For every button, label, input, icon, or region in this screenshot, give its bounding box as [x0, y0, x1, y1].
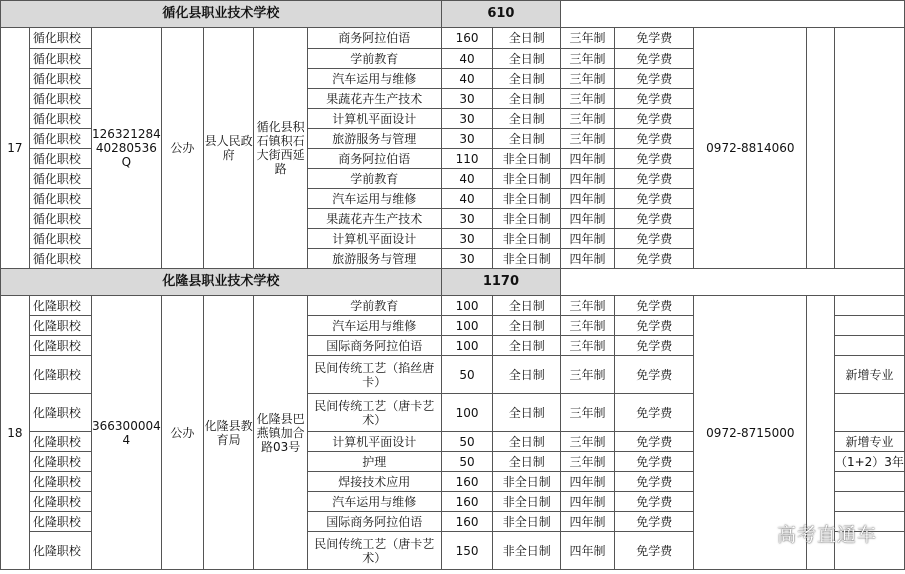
- school-abbr: 循化职校: [29, 69, 91, 89]
- school-abbr: 循化职校: [29, 109, 91, 129]
- remark: [834, 316, 904, 336]
- remark: [834, 336, 904, 356]
- study-mode: 非全日制: [493, 189, 561, 209]
- school-abbr: 循化职校: [29, 229, 91, 249]
- enroll-plan: 160: [441, 28, 493, 49]
- major-name: 汽车运用与维修: [307, 316, 441, 336]
- header-blank: [561, 1, 905, 28]
- school-address: 化隆县巴燕镇加合路03号: [254, 296, 308, 570]
- tuition-fee: 免学费: [614, 129, 694, 149]
- study-years: 四年制: [561, 492, 615, 512]
- study-mode: 全日制: [493, 28, 561, 49]
- enroll-plan: 100: [441, 296, 493, 316]
- school-abbr: 循化职校: [29, 149, 91, 169]
- study-mode: 非全日制: [493, 229, 561, 249]
- school-abbr: 化隆职校: [29, 432, 91, 452]
- school-abbr: 循化职校: [29, 49, 91, 69]
- major-name: 学前教育: [307, 296, 441, 316]
- study-years: 三年制: [561, 69, 615, 89]
- tuition-fee: 免学费: [614, 109, 694, 129]
- school-abbr: 化隆职校: [29, 532, 91, 570]
- contact-phone: 0972-8715000: [694, 296, 807, 570]
- school-total: 610: [441, 1, 560, 28]
- remark: [834, 492, 904, 512]
- school-address: 循化县积石镇积石大街西延路: [254, 28, 308, 269]
- enroll-plan: 50: [441, 356, 493, 394]
- enroll-plan: 110: [441, 149, 493, 169]
- major-name: 民间传统工艺（掐丝唐卡）: [307, 356, 441, 394]
- school-abbr: 循化职校: [29, 189, 91, 209]
- study-mode: 全日制: [493, 336, 561, 356]
- header-blank: [561, 269, 905, 296]
- study-mode: 全日制: [493, 49, 561, 69]
- tuition-fee: 免学费: [614, 532, 694, 570]
- seq-number: 18: [1, 296, 30, 570]
- tuition-fee: 免学费: [614, 356, 694, 394]
- school-abbr: 循化职校: [29, 169, 91, 189]
- major-name: 果蔬花卉生产技术: [307, 209, 441, 229]
- table-row: [1, 296, 905, 316]
- study-mode: 非全日制: [493, 209, 561, 229]
- supervisor: 县人民政府: [203, 28, 254, 269]
- enroll-plan: 50: [441, 452, 493, 472]
- study-mode: 全日制: [493, 89, 561, 109]
- school-abbr: 化隆职校: [29, 512, 91, 532]
- study-years: 三年制: [561, 129, 615, 149]
- enroll-plan: 160: [441, 492, 493, 512]
- enroll-plan: 30: [441, 249, 493, 269]
- school-code: 3663000044: [91, 296, 161, 570]
- study-mode: 全日制: [493, 356, 561, 394]
- tuition-fee: 免学费: [614, 249, 694, 269]
- study-years: 四年制: [561, 472, 615, 492]
- tuition-fee: 免学费: [614, 229, 694, 249]
- blank-col: [807, 28, 835, 269]
- enroll-plan: 30: [441, 129, 493, 149]
- school-header-row: [1, 269, 905, 296]
- study-mode: 非全日制: [493, 472, 561, 492]
- tuition-fee: 免学费: [614, 149, 694, 169]
- enroll-plan: 160: [441, 472, 493, 492]
- study-years: 四年制: [561, 512, 615, 532]
- tuition-fee: 免学费: [614, 316, 694, 336]
- school-abbr: 化隆职校: [29, 336, 91, 356]
- major-name: 国际商务阿拉伯语: [307, 512, 441, 532]
- study-years: 三年制: [561, 432, 615, 452]
- study-mode: 全日制: [493, 316, 561, 336]
- tuition-fee: 免学费: [614, 296, 694, 316]
- study-years: 三年制: [561, 296, 615, 316]
- school-name: 化隆县职业技术学校: [1, 269, 442, 296]
- study-years: 四年制: [561, 149, 615, 169]
- major-name: 计算机平面设计: [307, 229, 441, 249]
- school-abbr: 循化职校: [29, 89, 91, 109]
- school-abbr: 化隆职校: [29, 452, 91, 472]
- remark: （1+2）3年: [834, 452, 904, 472]
- enroll-plan: 30: [441, 209, 493, 229]
- tuition-fee: 免学费: [614, 394, 694, 432]
- major-name: 护理: [307, 452, 441, 472]
- major-name: 焊接技术应用: [307, 472, 441, 492]
- study-mode: 全日制: [493, 109, 561, 129]
- study-mode: 全日制: [493, 296, 561, 316]
- study-years: 三年制: [561, 356, 615, 394]
- study-years: 三年制: [561, 49, 615, 69]
- tuition-fee: 免学费: [614, 28, 694, 49]
- tuition-fee: 免学费: [614, 49, 694, 69]
- tuition-fee: 免学费: [614, 492, 694, 512]
- enroll-plan: 100: [441, 394, 493, 432]
- enroll-plan: 150: [441, 532, 493, 570]
- study-years: 三年制: [561, 394, 615, 432]
- major-name: 学前教育: [307, 169, 441, 189]
- contact-phone: 0972-8814060: [694, 28, 807, 269]
- study-years: 四年制: [561, 249, 615, 269]
- school-abbr: 化隆职校: [29, 394, 91, 432]
- major-name: 汽车运用与维修: [307, 492, 441, 512]
- tuition-fee: 免学费: [614, 452, 694, 472]
- major-name: 旅游服务与管理: [307, 249, 441, 269]
- tuition-fee: 免学费: [614, 169, 694, 189]
- study-mode: 非全日制: [493, 169, 561, 189]
- major-name: 民间传统工艺（唐卡艺术）: [307, 394, 441, 432]
- enroll-plan: 50: [441, 432, 493, 452]
- tuition-fee: 免学费: [614, 512, 694, 532]
- tuition-fee: 免学费: [614, 89, 694, 109]
- study-years: 四年制: [561, 189, 615, 209]
- remark: [834, 296, 904, 316]
- school-abbr: 化隆职校: [29, 296, 91, 316]
- tuition-fee: 免学费: [614, 432, 694, 452]
- major-name: 计算机平面设计: [307, 109, 441, 129]
- tuition-fee: 免学费: [614, 69, 694, 89]
- study-years: 三年制: [561, 336, 615, 356]
- tuition-fee: 免学费: [614, 472, 694, 492]
- major-name: 汽车运用与维修: [307, 189, 441, 209]
- major-name: 商务阿拉伯语: [307, 28, 441, 49]
- school-abbr: 化隆职校: [29, 472, 91, 492]
- enroll-plan: 40: [441, 49, 493, 69]
- school-abbr: 化隆职校: [29, 492, 91, 512]
- tuition-fee: 免学费: [614, 189, 694, 209]
- study-years: 三年制: [561, 452, 615, 472]
- study-years: 三年制: [561, 89, 615, 109]
- study-mode: 全日制: [493, 452, 561, 472]
- study-years: 四年制: [561, 532, 615, 570]
- tuition-fee: 免学费: [614, 209, 694, 229]
- remark: 新增专业: [834, 432, 904, 452]
- table-row: [1, 28, 905, 49]
- remark: [834, 28, 904, 269]
- study-mode: 全日制: [493, 129, 561, 149]
- major-name: 国际商务阿拉伯语: [307, 336, 441, 356]
- seq-number: 17: [1, 28, 30, 269]
- school-abbr: 循化职校: [29, 209, 91, 229]
- enroll-plan: 40: [441, 169, 493, 189]
- study-mode: 全日制: [493, 69, 561, 89]
- major-name: 学前教育: [307, 49, 441, 69]
- study-mode: 非全日制: [493, 149, 561, 169]
- study-years: 三年制: [561, 316, 615, 336]
- school-abbr: 循化职校: [29, 28, 91, 49]
- enroll-plan: 40: [441, 69, 493, 89]
- study-years: 三年制: [561, 28, 615, 49]
- study-mode: 非全日制: [493, 249, 561, 269]
- major-name: 商务阿拉伯语: [307, 149, 441, 169]
- school-abbr: 化隆职校: [29, 316, 91, 336]
- school-abbr: 化隆职校: [29, 356, 91, 394]
- remark: [834, 394, 904, 432]
- school-code: 12632128440280536Q: [91, 28, 161, 269]
- enroll-plan: 100: [441, 336, 493, 356]
- enroll-plan: 30: [441, 89, 493, 109]
- tuition-fee: 免学费: [614, 336, 694, 356]
- enroll-plan: 160: [441, 512, 493, 532]
- study-mode: 全日制: [493, 432, 561, 452]
- enroll-plan: 30: [441, 109, 493, 129]
- supervisor: 化隆县教育局: [203, 296, 254, 570]
- major-name: 计算机平面设计: [307, 432, 441, 452]
- watermark: 高考直通车: [776, 524, 877, 546]
- enroll-plan: 40: [441, 189, 493, 209]
- remark: [834, 472, 904, 492]
- study-mode: 全日制: [493, 394, 561, 432]
- study-mode: 非全日制: [493, 492, 561, 512]
- major-name: 旅游服务与管理: [307, 129, 441, 149]
- school-abbr: 循化职校: [29, 249, 91, 269]
- school-type: 公办: [162, 28, 204, 269]
- study-years: 四年制: [561, 169, 615, 189]
- major-name: 果蔬花卉生产技术: [307, 89, 441, 109]
- school-abbr: 循化职校: [29, 129, 91, 149]
- remark: 新增专业: [834, 356, 904, 394]
- school-type: 公办: [162, 296, 204, 570]
- study-years: 四年制: [561, 209, 615, 229]
- study-years: 四年制: [561, 229, 615, 249]
- enroll-plan: 100: [441, 316, 493, 336]
- major-name: 民间传统工艺（唐卡艺术）: [307, 532, 441, 570]
- study-years: 三年制: [561, 109, 615, 129]
- school-total: 1170: [441, 269, 560, 296]
- enroll-plan: 30: [441, 229, 493, 249]
- school-header-row: [1, 1, 905, 28]
- study-mode: 非全日制: [493, 512, 561, 532]
- major-name: 汽车运用与维修: [307, 69, 441, 89]
- study-mode: 非全日制: [493, 532, 561, 570]
- school-name: 循化县职业技术学校: [1, 1, 442, 28]
